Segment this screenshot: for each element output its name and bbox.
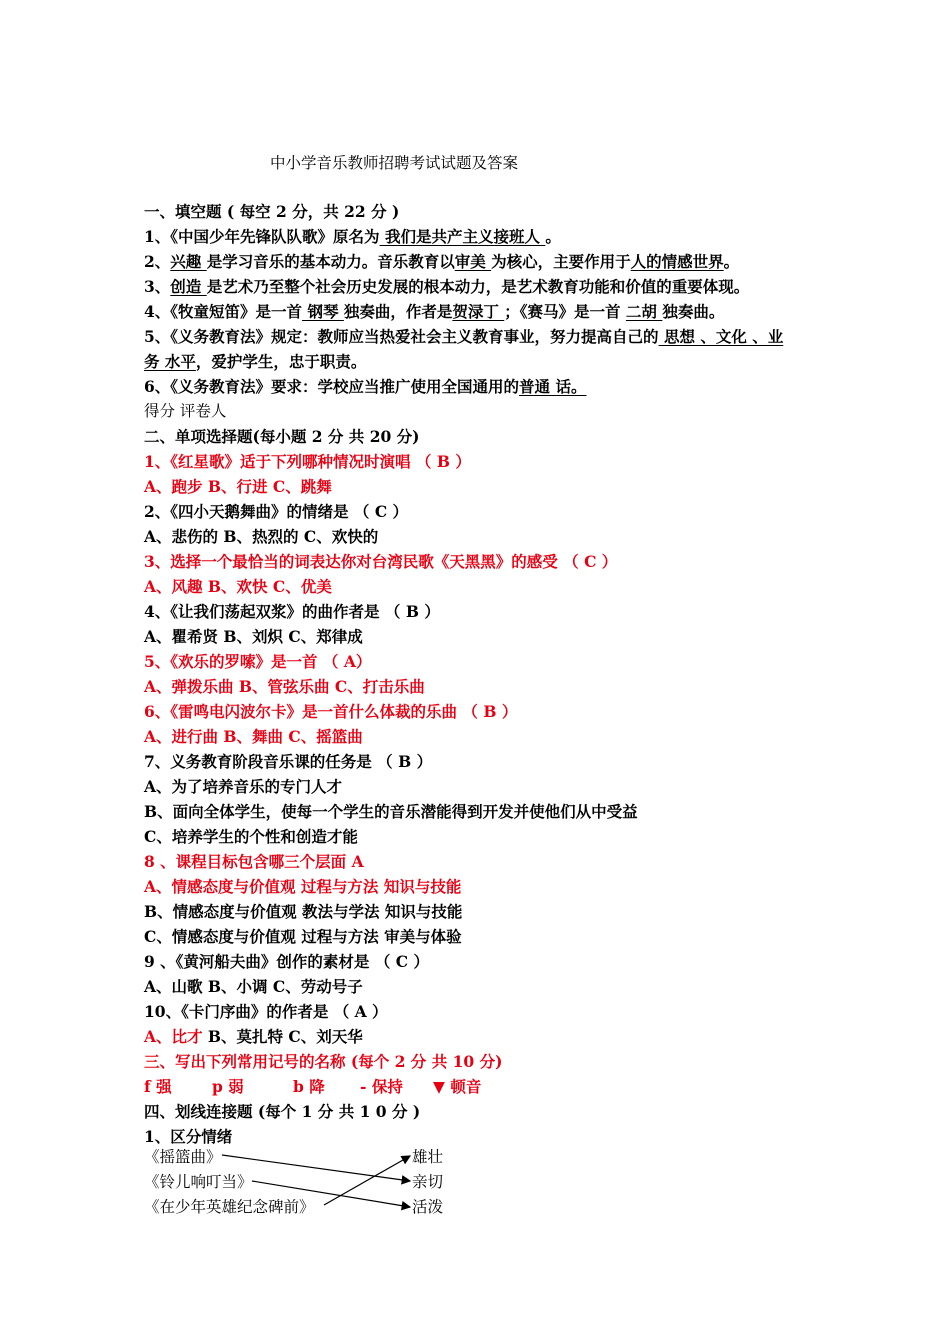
question-1-2: 2、兴趣 是学习音乐的基本动力。音乐教育以审美 为核心，主要作用于人的情感世界。 [144,252,740,271]
match-line-3 [324,1156,410,1205]
section-3-header: 三、写出下列常用记号的名称 (每个 2 分 共 10 分) [144,1052,503,1071]
matching-exercise [144,1145,484,1225]
symbol-flat: b 降 [293,1077,325,1096]
section-2-line: A、情感态度与价值观 过程与方法 知识与技能 [144,877,462,896]
section-2-line: A、为了培养音乐的专门人才 [144,777,343,796]
match-right-1: 雄壮 [412,1148,444,1166]
section-2-line: C、情感态度与价值观 过程与方法 审美与体验 [144,927,462,946]
section-2-line: A、风趣 B、欢快 C、优美 [144,577,332,596]
section-2-questions [144,449,824,999]
section-2-line: 3、选择一个最恰当的词表达你对台湾民歌《天黑黑》的感受 （ C ） [144,552,618,571]
symbol-piano: p 弱 [212,1077,244,1096]
match-line-1 [222,1155,410,1181]
section-2-line: 8 、课程目标包含哪三个层面 A [144,852,364,871]
question-1-4: 4、《牧童短笛》是一首 钢琴 独奏曲，作者是贺渌丁 ；《赛马》是一首 二胡 独奏曲。 [144,302,725,321]
section-4-header: 四、划线连接题 (每个 1 分 共 1 0 分 ) [144,1102,421,1121]
symbol-staccato: ▼ 顿音 [433,1077,482,1096]
match-line-2 [252,1181,410,1207]
section-2-line: A、山歌 B、小调 C、劳动号子 [144,977,363,996]
question-1-5: 5、《义务教育法》规定：教师应当热爱社会主义教育事业，努力提高自己的 思想 、文化 、业 [144,327,784,346]
section-2-line: 9 、《黄河船夫曲》创作的素材是 （ C ） [144,952,429,971]
exam-body [144,199,824,1149]
section-2-line: A、进行曲 B、舞曲 C、摇篮曲 [144,727,363,746]
section-2-line: 7、义务教育阶段音乐课的任务是 （ B ） [144,752,433,771]
section-2-line: B、面向全体学生，使每一个学生的音乐潜能得到开发并使他们从中受益 [144,802,638,821]
score-line: 得分 评卷人 [144,402,227,420]
section-2-line: 2、《四小天鹅舞曲》的情绪是 （ C ） [144,502,409,521]
match-right-3: 活泼 [412,1198,444,1216]
section-2-line: 4、《让我们荡起双浆》的曲作者是 （ B ） [144,602,440,621]
question-1-3: 3、创造 是艺术乃至整个社会历史发展的根本动力，是艺术教育功能和价值的重要体现。 [144,277,750,296]
section-2-header: 二、单项选择题(每小题 2 分 共 20 分) [144,427,420,446]
match-left-1: 《摇篮曲》 [144,1148,222,1166]
section-2-line: A、弹拨乐曲 B、管弦乐曲 C、打击乐曲 [144,677,425,696]
section-2-line: 1、《红星歌》适于下列哪种情况时演唱 （ B ） [144,452,471,471]
match-left-2: 《铃儿响叮当》 [144,1173,253,1191]
section-2-line: 6、《雷鸣电闪波尔卡》是一首什么体裁的乐曲 （ B ） [144,702,518,721]
matching-lines [144,1145,484,1225]
section-2-line: A、瞿希贤 B、刘炽 C、郑律成 [144,627,363,646]
section-2-line: A、跑步 B、行进 C、跳舞 [144,477,332,496]
question-4-1: 1、区分情绪 [144,1127,233,1146]
section-2-line: C、培养学生的个性和创造才能 [144,827,358,846]
question-2-10-options: A、比才 B、莫扎特 C、刘天华 [144,1027,363,1046]
section-2-line: 5、《欢乐的罗嗦》是一首 （ A） [144,652,372,671]
section-1-header: 一、填空题 ( 每空 2 分，共 22 分 ) [144,202,400,221]
question-1-1: 1、《中国少年先锋队队歌》原名为 我们是共产主义接班人 。 [144,227,561,246]
section-2-line: A、悲伤的 B、热烈的 C、欢快的 [144,527,379,546]
symbol-tenuto: - 保持 [360,1077,403,1096]
match-right-2: 亲切 [412,1173,444,1191]
question-1-5-cont: 务 水平，爱护学生，忠于职责。 [144,352,367,371]
symbol-answers [144,1074,824,1099]
page-title: 中小学音乐教师招聘考试试题及答案 [270,154,519,172]
question-2-10: 10、《卡门序曲》的作者是 （ A ） [144,1002,388,1021]
section-2-line: B、情感态度与价值观 教法与学法 知识与技能 [144,902,463,921]
symbol-forte: f 强 [144,1077,172,1096]
question-1-6: 6、《义务教育法》要求：学校应当推广使用全国通用的普通 话。 [144,377,587,396]
match-left-3: 《在少年英雄纪念碑前》 [144,1198,315,1216]
